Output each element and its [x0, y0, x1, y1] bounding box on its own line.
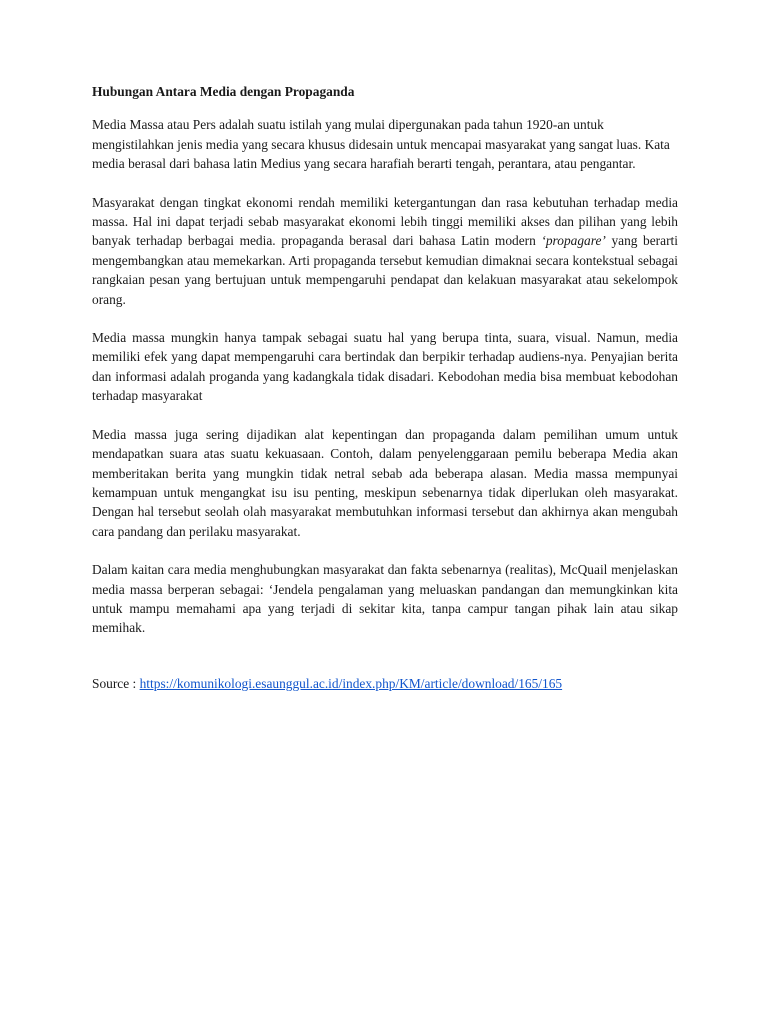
paragraph-efek-media: Media massa mungkin hanya tampak sebagai suatu hal yang berupa tinta, suara, visual. Namun, media memiliki efek yang dapat mempengaruhi cara bertindak dan berpikir terhadap audiens-nya. Penyajian berita dan informasi adalah proganda yang kadangkala tidak disadari. Kebodohan media bisa membuat kebodohan terhadap masyarakat: [92, 330, 678, 404]
document-title: Hubungan Antara Media dengan Propaganda: [92, 84, 355, 99]
paragraph-masyarakat-text-a: Masyarakat dengan tingkat ekonomi rendah memiliki ketergantungan dan rasa kebutuhan terhadap media massa. Hal ini dapat terjadi sebab masyarakat ekonomi lebih tinggi memiliki akses dan pilihan yang lebih banyak terhadap berbagai media. propaganda berasal dari bahasa Latin modern: [92, 194, 678, 249]
document-page: [92, 82, 678, 693]
source-line: [92, 674, 678, 693]
paragraph-pemilu: Media massa juga sering dijadikan alat kepentingan dan propaganda dalam pemilihan umum untuk mendapatkan suara atas suatu kekuasaan. Contoh, dalam penyelenggaraan pemilu beberapa Media akan memberitakan berita yang mungkin tidak netral sebab ada beberapa alasan. Media massa mempunyai kemampuan untuk mengangkat isu isu penting, meskipun sebenarnya tidak diperlukan oleh masyarakat. Dengan hal tersebut seolah olah masyarakat membutuhkan informasi tersebut dan akhirnya akan mengubah cara pandang dan perilaku masyarakat.: [92, 426, 678, 539]
propagare-term: ‘propagare’: [541, 233, 606, 249]
paragraph-media-massa: Media Massa atau Pers adalah suatu istilah yang mulai dipergunakan pada tahun 1920-an untuk mengistilahkan jenis media yang secara khusus didesain untuk mencapai masyarakat yang sangat luas. Kata media berasal dari bahasa latin Medius yang secara harafiah berarti tengah, perantara, atau pengantar.: [92, 117, 670, 172]
source-label: Source :: [92, 675, 140, 691]
paragraph-masyarakat-text-b: yang berarti mengembangkan atau memekarkan. Arti propaganda tersebut kemudian dimaknai secara kontekstual sebagai rangkaian pesan yang bertujuan untuk mempengaruhi pendapat dan kelakuan masyarakat atau sekelompok orang.: [92, 233, 678, 307]
source-link[interactable]: https://komunikologi.esaunggul.ac.id/index.php/KM/article/download/165/165: [139, 675, 563, 691]
paragraph-masyarakat: [92, 193, 678, 309]
paragraph-mcquail: Dalam kaitan cara media menghubungkan masyarakat dan fakta sebenarnya (realitas), McQuail menjelaskan media massa berperan sebagai: ‘Jendela pengalaman yang meluaskan pandangan dan memungkinkan kita untuk mampu memahami apa yang terjadi di sekitar kita, tanpa campur tangan pihak lain atau sikap memihak.: [92, 562, 678, 636]
